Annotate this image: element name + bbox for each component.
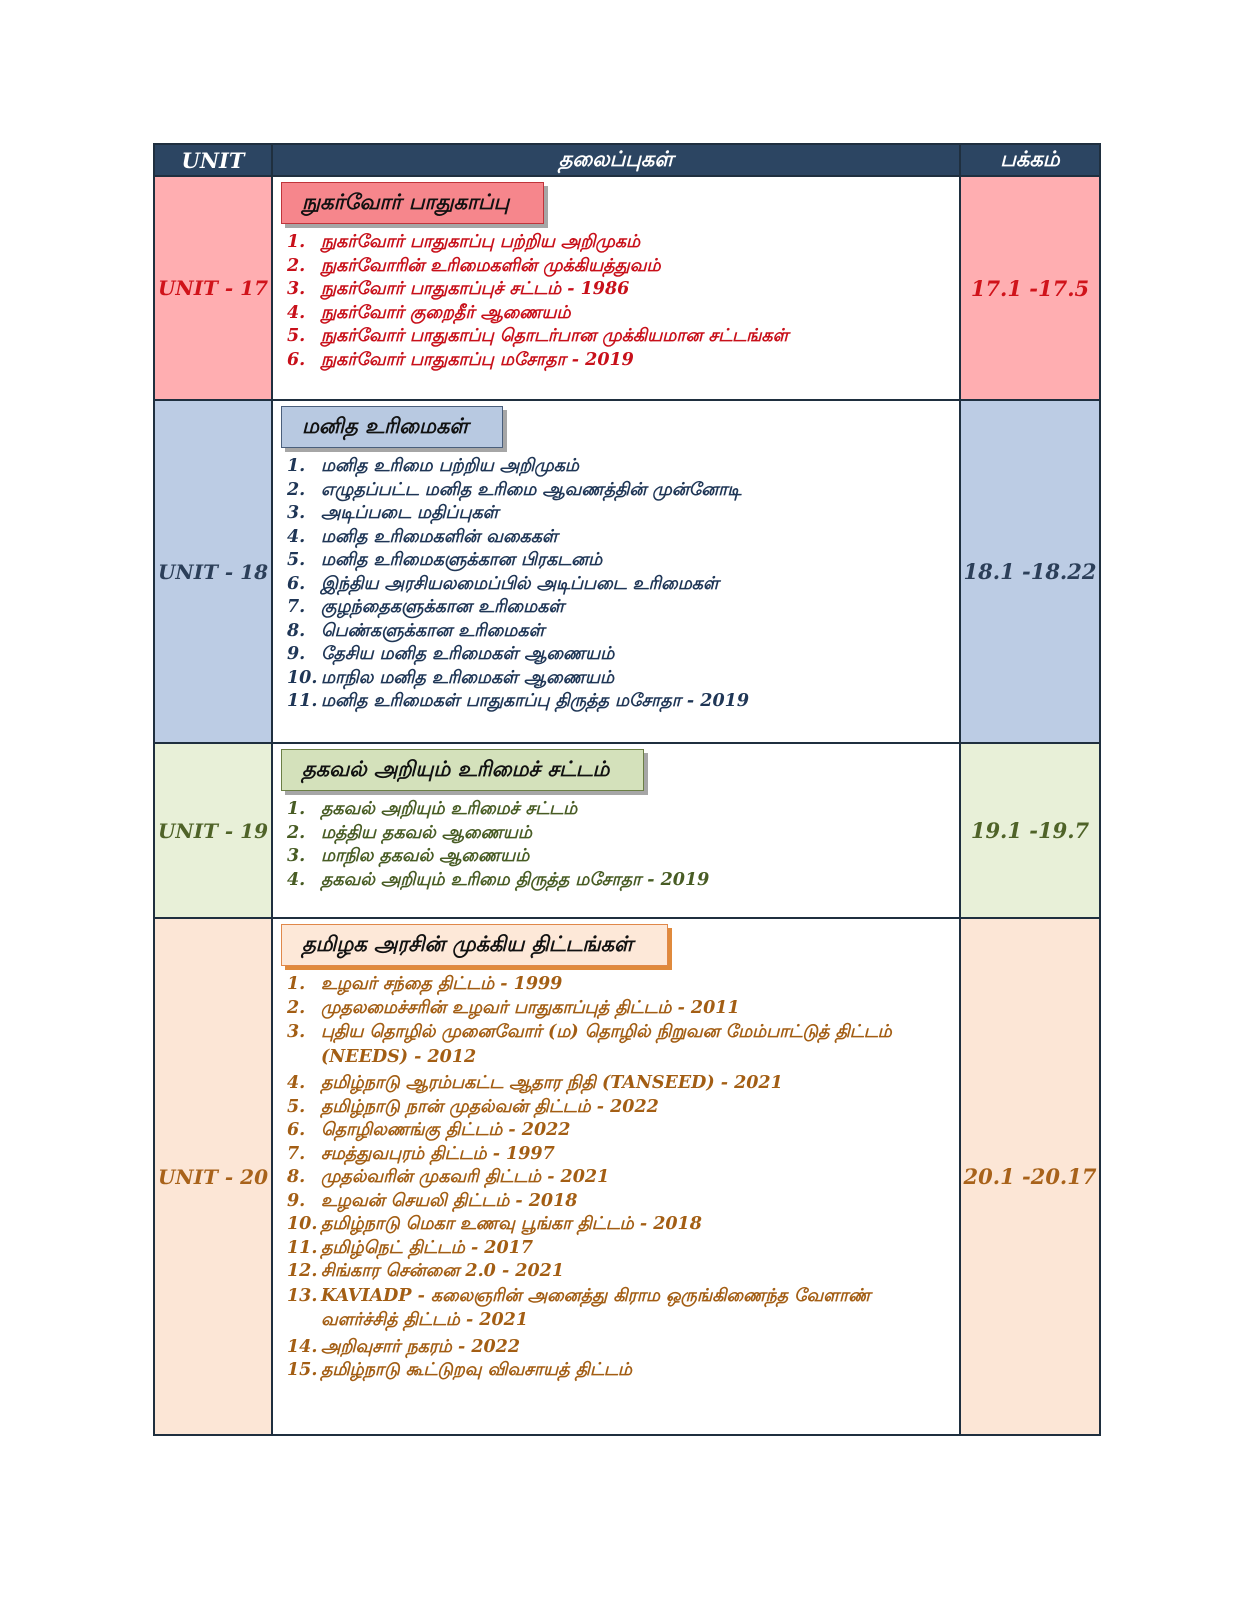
list-item: 2. மத்திய தகவல் ஆணையம்	[287, 822, 532, 843]
list-item: 6. நுகர்வோர் பாதுகாப்பு மசோதா - 2019	[287, 349, 634, 370]
list-item: 4. தமிழ்நாடு ஆரம்பகட்ட ஆதார நிதி (TANSEED) - 2021	[287, 1073, 783, 1093]
list-item: 2. நுகர்வோரின் உரிமைகளின் முக்கியத்துவம்	[287, 255, 661, 276]
list-item: 3. நுகர்வோர் பாதுகாப்புச் சட்டம் - 1986	[287, 279, 630, 299]
list-item: 11. மனித உரிமைகள் பாதுகாப்பு திருத்த மசோதா - 2019	[287, 691, 749, 711]
list-item: 6. இந்திய அரசியலமைப்பில் அடிப்படை உரிமைகள்	[287, 573, 719, 594]
topics-cell	[272, 176, 960, 400]
list-item: 2. முதலமைச்சரின் உழவர் பாதுகாப்புத் திட்டம் - 2011	[287, 997, 740, 1018]
list-item: 8. முதல்வரின் முகவரி திட்டம் - 2021	[287, 1167, 610, 1187]
list-item: 9. தேசிய மனித உரிமைகள் ஆணையம்	[287, 644, 615, 664]
topic-list	[281, 973, 951, 1383]
list-item: 4. நுகர்வோர் குறைதீர் ஆணையம்	[287, 302, 571, 323]
list-item: 2. எழுதப்பட்ட மனித உரிமை ஆவணத்தின் முன்னோடி	[287, 479, 742, 500]
list-item: 7. குழந்தைகளுக்கான உரிமைகள்	[287, 597, 565, 617]
contents-table	[153, 143, 1101, 1436]
topics-cell	[272, 743, 960, 918]
page-range: 19.1 -19.7	[960, 743, 1100, 918]
table-header-row	[154, 144, 1100, 176]
list-item: 3. அடிப்படை மதிப்புகள்	[287, 503, 499, 523]
unit-heading: மனித உரிமைகள்	[281, 406, 503, 448]
list-item: 15. தமிழ்நாடு கூட்டுறவு விவசாயத் திட்டம்	[287, 1360, 632, 1380]
list-item: 1. நுகர்வோர் பாதுகாப்பு பற்றிய அறிமுகம்	[287, 232, 641, 252]
list-item: 4. மனித உரிமைகளின் வகைகள்	[287, 526, 558, 547]
topic-list	[281, 455, 951, 714]
unit-label: UNIT - 18	[154, 400, 272, 743]
list-item: 14. அறிவுசார் நகரம் - 2022	[287, 1336, 521, 1357]
unit-19-row	[154, 743, 1100, 918]
list-item: 9. உழவன் செயலி திட்டம் - 2018	[287, 1190, 578, 1211]
topic-list	[281, 798, 951, 892]
header-unit: UNIT	[154, 144, 272, 176]
list-item: 7. சமத்துவபுரம் திட்டம் - 1997	[287, 1143, 555, 1164]
list-item: 6. தொழிலணங்கு திட்டம் - 2022	[287, 1120, 571, 1140]
unit-label: UNIT - 19	[154, 743, 272, 918]
list-item: 12. சிங்கார சென்னை 2.0 - 2021	[287, 1261, 565, 1281]
list-item: 1. தகவல் அறியும் உரிமைச் சட்டம்	[287, 799, 578, 819]
header-topics: தலைப்புகள்	[272, 144, 960, 176]
list-item: 13. KAVIADP - கலைஞரின் அனைத்து கிராம ஒருங்கிணைந்த வேளாண் வளர்ச்சித் திட்டம் - 2021	[287, 1285, 871, 1330]
list-item: 5. தமிழ்நாடு நான் முதல்வன் திட்டம் - 2022	[287, 1096, 659, 1117]
unit-18-row	[154, 400, 1100, 743]
list-item: 3. புதிய தொழில் முனைவோர் (ம) தொழில் நிறுவன மேம்பாட்டுத் திட்டம் (NEEDS) - 2012	[287, 1022, 892, 1067]
list-item: 5. நுகர்வோர் பாதுகாப்பு தொடர்பான முக்கியமான சட்டங்கள்	[287, 326, 789, 346]
header-page: பக்கம்	[960, 144, 1100, 176]
unit-heading: தகவல் அறியும் உரிமைச் சட்டம்	[281, 749, 644, 791]
list-item: 10. மாநில மனித உரிமைகள் ஆணையம்	[287, 667, 615, 688]
page-range: 17.1 -17.5	[960, 176, 1100, 400]
unit-label: UNIT - 17	[154, 176, 272, 400]
unit-heading: தமிழக அரசின் முக்கிய திட்டங்கள்	[281, 924, 668, 966]
page-range: 20.1 -20.17	[960, 918, 1100, 1435]
list-item: 5. மனித உரிமைகளுக்கான பிரகடனம்	[287, 550, 603, 570]
list-item: 1. உழவர் சந்தை திட்டம் - 1999	[287, 974, 563, 994]
topic-list	[281, 231, 951, 372]
unit-label: UNIT - 20	[154, 918, 272, 1435]
list-item: 3. மாநில தகவல் ஆணையம்	[287, 846, 530, 866]
unit-17-row	[154, 176, 1100, 400]
list-item: 8. பெண்களுக்கான உரிமைகள்	[287, 620, 545, 641]
list-item: 4. தகவல் அறியும் உரிமை திருத்த மசோதா - 2019	[287, 869, 710, 890]
topics-cell	[272, 918, 960, 1435]
list-item: 1. மனித உரிமை பற்றிய அறிமுகம்	[287, 456, 580, 476]
list-item: 10. தமிழ்நாடு மெகா உணவு பூங்கா திட்டம் - 2018	[287, 1214, 702, 1234]
page-range: 18.1 -18.22	[960, 400, 1100, 743]
topics-cell	[272, 400, 960, 743]
list-item: 11. தமிழ்நெட் திட்டம் - 2017	[287, 1237, 534, 1258]
unit-heading: நுகர்வோர் பாதுகாப்பு	[281, 182, 544, 224]
unit-20-row	[154, 918, 1100, 1435]
